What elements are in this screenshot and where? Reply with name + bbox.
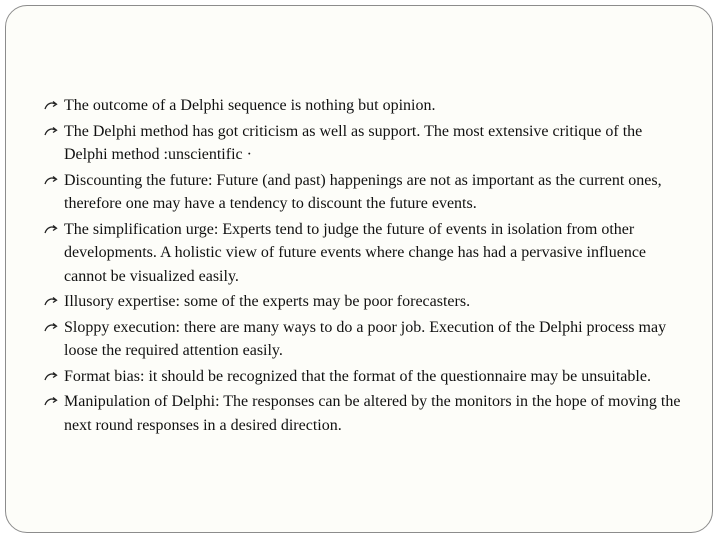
bullet-item [44,316,684,363]
bullet-text: The simplification urge: Experts tend to judge the future of events in isolation from other developments. A holistic view of future events where change has had a pervasive influence cannot be visualized easily. [64,220,647,285]
curved-arrow-icon [44,224,58,235]
bullet-item [44,218,684,289]
bullet-text: Sloppy execution: there are many ways to do a poor job. Execution of the Delphi process may loose the required attention easily. [64,318,667,359]
bullet-item [44,169,684,216]
curved-arrow-icon [44,175,58,186]
curved-arrow-icon [44,396,58,407]
bullet-item [44,390,684,437]
bullet-text: Discounting the future: Future (and past) happenings are not as important as the current ones, therefore one may have a tendency to discount the future events. [64,171,662,212]
bullet-text: The Delphi method has got criticism as well as support. The most extensive critique of the Delphi method :unscientific · [64,122,643,163]
curved-arrow-icon [44,126,58,137]
slide-frame [5,5,713,533]
bullet-item [44,290,684,314]
bullet-list [44,94,684,439]
bullet-text: Illusory expertise: some of the experts may be poor forecasters. [64,293,471,310]
bullet-text: Format bias: it should be recognized that the format of the questionnaire may be unsuitable. [64,367,651,385]
bullet-item [44,120,684,167]
curved-arrow-icon [44,100,58,111]
curved-arrow-icon [44,322,58,333]
bullet-item [44,94,684,118]
bullet-text: Manipulation of Delphi: The responses can be altered by the monitors in the hope of moving the next round responses in a desired direction. [64,393,681,434]
curved-arrow-icon [44,371,58,382]
bullet-text: The outcome of a Delphi sequence is nothing but opinion. [64,97,436,114]
bullet-item [44,365,684,389]
curved-arrow-icon [44,296,58,307]
